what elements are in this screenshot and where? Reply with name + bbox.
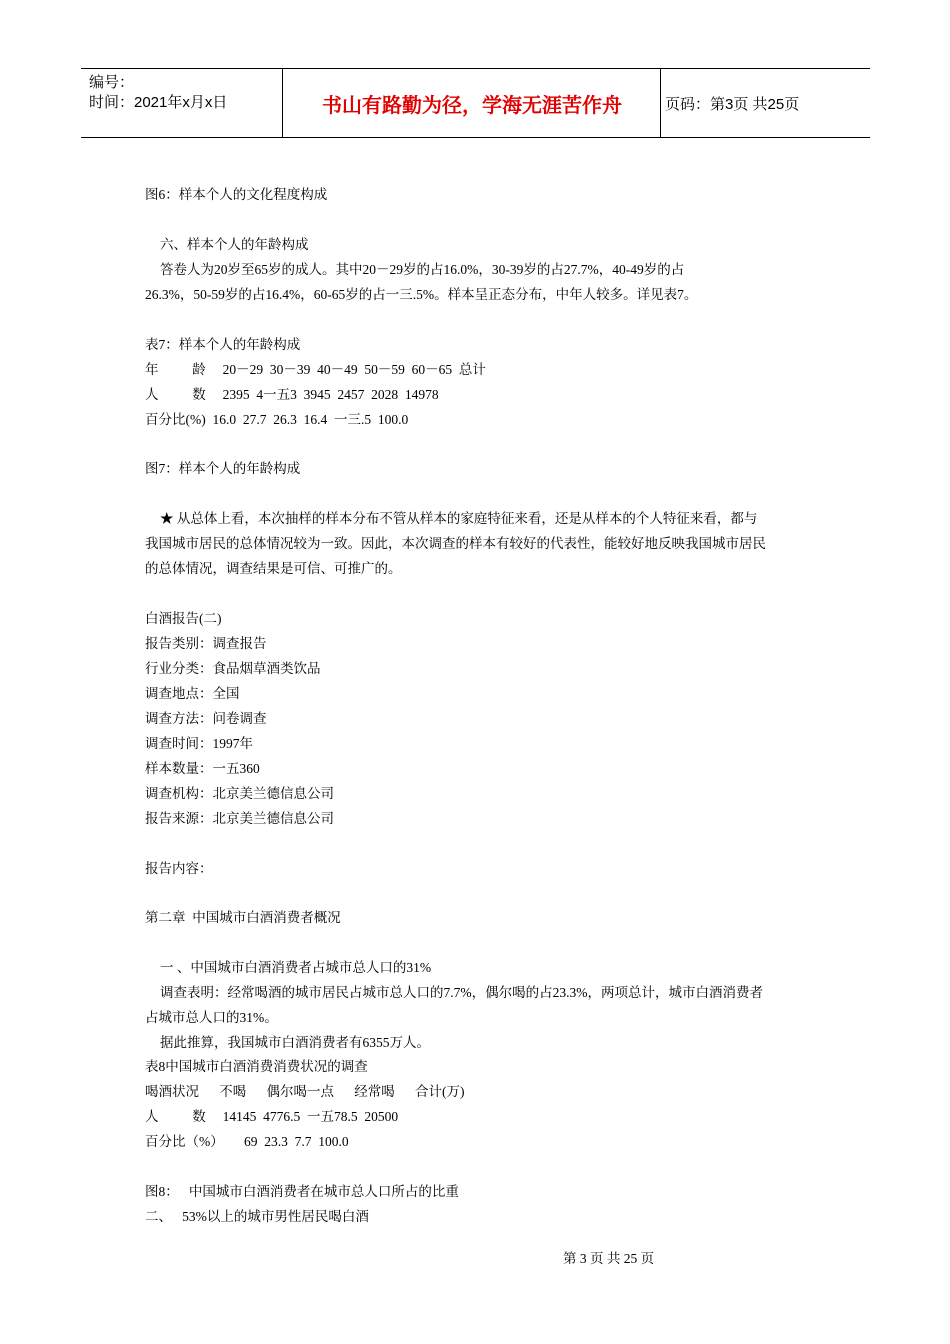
paragraph-line: 26.3%，50-59岁的占16.4%，60-65岁的占一三.5%。样本呈正态分布，中年人较多。详见表7。 — [145, 287, 698, 302]
page-footer: 第 3 页 共 25 页 — [563, 1251, 655, 1266]
page-number-label: 页码：第3页 共25页 — [665, 95, 800, 113]
report-meta: 调查地点：全国 — [145, 686, 240, 701]
figure-caption: 图6：样本个人的文化程度构成 — [145, 187, 328, 202]
table-row: 百分比（%） 69 23.3 7.7 100.0 — [145, 1134, 349, 1149]
report-meta: 行业分类：食品烟草酒类饮品 — [145, 661, 321, 676]
paragraph-line: 答卷人为20岁至65岁的成人。其中20－29岁的占16.0%，30-39岁的占27.7%，40-49岁的占 — [160, 262, 685, 277]
page-header — [81, 68, 870, 138]
report-meta: 调查机构：北京美兰德信息公司 — [145, 786, 334, 801]
paragraph-line: 占城市总人口的31%。 — [145, 1010, 278, 1025]
report-meta: 调查方法：问卷调查 — [145, 711, 267, 726]
table-row: 人 数 2395 4一五3 3945 2457 2028 14978 — [145, 387, 439, 402]
section-heading: 一 、中国城市白酒消费者占城市总人口的31% — [160, 960, 432, 975]
table-caption: 表7：样本个人的年龄构成 — [145, 337, 301, 352]
table-caption: 表8中国城市白酒消费消费状况的调查 — [145, 1059, 368, 1074]
header-meta — [89, 73, 227, 113]
report-meta: 报告类别：调查报告 — [145, 636, 267, 651]
paragraph-line: 我国城市居民的总体情况较为一致。因此，本次调查的样本有较好的代表性，能较好地反映我国城市居民 — [145, 536, 766, 551]
header-motto: 书山有路勤为径，学海无涯苦作舟 — [322, 94, 622, 117]
report-title: 白酒报告(二) — [145, 611, 222, 626]
header-divider — [282, 69, 283, 137]
report-content-label: 报告内容： — [145, 861, 213, 876]
paragraph-line: ★ 从总体上看，本次抽样的样本分布不管从样本的家庭特征来看，还是从样本的个人特征来看，都与 — [160, 511, 758, 526]
paragraph-line: 调查表明：经常喝酒的城市居民占城市总人口的7.7%，偶尔喝的占23.3%，两项总计，城市白酒消费者 — [160, 985, 763, 1000]
table-row: 百分比(%) 16.0 27.7 26.3 16.4 一三.5 100.0 — [145, 412, 409, 427]
paragraph-line: 据此推算，我国城市白酒消费者有6355万人。 — [160, 1035, 430, 1050]
header-divider — [660, 69, 661, 137]
section-heading: 二、 53%以上的城市男性居民喝白酒 — [145, 1209, 369, 1224]
table-row: 喝酒状况 不喝 偶尔喝一点 经常喝 合计(万) — [145, 1084, 465, 1099]
table-row: 年 龄 20－29 30－39 40－49 50－59 60－65 总计 — [145, 362, 486, 377]
report-meta: 调查时间：1997年 — [145, 736, 253, 751]
figure-caption: 图8： 中国城市白酒消费者在城市总人口所占的比重 — [145, 1184, 459, 1199]
table-row: 人 数 14145 4776.5 一五78.5 20500 — [145, 1109, 399, 1124]
report-meta: 样本数量：一五360 — [145, 761, 260, 776]
time-label: 时间：2021年x月x日 — [89, 94, 228, 111]
number-label: 编号： — [89, 74, 135, 91]
chapter-heading: 第二章 中国城市白酒消费者概况 — [145, 910, 341, 925]
report-meta: 报告来源：北京美兰德信息公司 — [145, 811, 334, 826]
figure-caption: 图7：样本个人的年龄构成 — [145, 461, 301, 476]
paragraph-line: 的总体情况，调查结果是可信、可推广的。 — [145, 561, 402, 576]
section-heading: 六、样本个人的年龄构成 — [160, 237, 309, 252]
